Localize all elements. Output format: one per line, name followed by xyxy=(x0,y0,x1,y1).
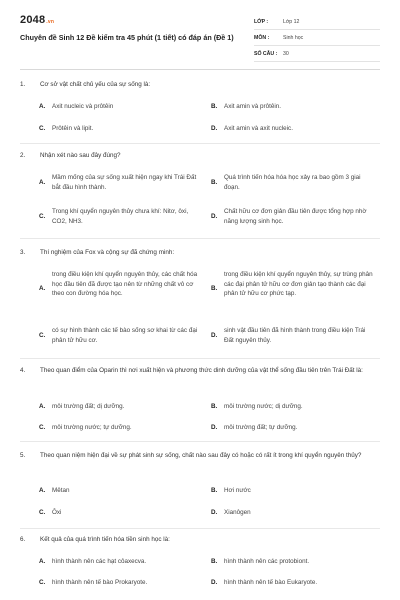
option-letter: B. xyxy=(211,179,218,186)
option-text: Axit nucleic và prôtêin xyxy=(52,103,114,110)
question-divider xyxy=(20,358,380,359)
option-letter: A. xyxy=(39,103,46,110)
option-letter: A. xyxy=(39,558,46,565)
question-divider xyxy=(20,238,380,239)
option-text: hình thành nên các hạt côaxecva. xyxy=(52,558,147,565)
question-divider xyxy=(20,143,380,144)
question-text: Cơ sở vật chất chủ yếu của sự sống là: xyxy=(40,81,151,88)
option-letter: C. xyxy=(39,579,46,586)
option-text: Mêtan xyxy=(52,487,70,494)
header-divider xyxy=(20,69,380,70)
meta-label: SỐ CÂU : xyxy=(254,50,278,57)
option-text: môi trường nước; tự dưỡng. xyxy=(52,424,132,431)
meta-value: Lớp 12 xyxy=(283,18,300,25)
option-text: môi trường đất; tự dưỡng. xyxy=(224,424,298,431)
question-number: 1. xyxy=(20,81,26,88)
option-letter: C. xyxy=(39,424,46,431)
question-number: 3. xyxy=(20,249,26,256)
option-letter: D. xyxy=(211,213,218,220)
option-text: Xianôgen xyxy=(224,509,251,516)
option-text: Axit amin và axit nucleic. xyxy=(224,125,293,132)
question-divider xyxy=(20,441,380,442)
option-letter: A. xyxy=(39,285,46,292)
question-number: 5. xyxy=(20,452,26,459)
option-letter: D. xyxy=(211,424,218,431)
question-number: 2. xyxy=(20,152,26,159)
option-text: có sự hình thành các tế bào sống sơ khai từ các đại phân tử hữu cơ. xyxy=(52,327,198,344)
option-text: Prôtêin và lipit. xyxy=(52,125,94,132)
option-letter: A. xyxy=(39,403,46,410)
meta-row-subject xyxy=(254,30,380,46)
option-text: Axit amin và prôtêin. xyxy=(224,103,282,110)
option-text: Trong khí quyển nguyên thủy chưa khí: Nitơ, ôxi, CO2, NH3. xyxy=(52,208,189,225)
option-letter: B. xyxy=(211,103,218,110)
option-letter: C. xyxy=(39,213,46,220)
exam-meta-table xyxy=(254,14,380,62)
exam-title: Chuyên đề Sinh 12 Đề kiểm tra 45 phút (1 tiết) có đáp án (Đề 1) xyxy=(20,33,234,42)
option-letter: C. xyxy=(39,332,46,339)
option-text: Quá trình tiến hóa hóa học xảy ra bao gồm 3 giai đoạn. xyxy=(224,174,361,191)
option-letter: C. xyxy=(39,509,46,516)
option-text: Hơi nước xyxy=(224,487,251,494)
option-text: môi trường đất; dị dưỡng. xyxy=(52,403,125,410)
question-text: Theo quan điểm của Oparin thì nơi xuất hiện và phương thức dinh dưỡng của vật thể sống đầu tiên trên Trái Đất là: xyxy=(40,367,363,374)
exam-header xyxy=(0,0,400,68)
logo-suffix: .vn xyxy=(46,19,55,25)
option-text: Chất hữu cơ đơn giản đầu tiên được tổng hợp nhờ năng lượng sinh học. xyxy=(224,208,367,225)
option-text: Mầm mống của sự sống xuất hiện ngay khi Trái Đất bắt đầu hình thành. xyxy=(52,174,197,191)
meta-row-count xyxy=(254,46,380,62)
option-letter: C. xyxy=(39,125,46,132)
option-text: sinh vật đầu tiên đã hình thành trong điều kiện Trái Đất nguyên thủy. xyxy=(224,327,366,344)
option-letter: D. xyxy=(211,509,218,516)
option-letter: B. xyxy=(211,285,218,292)
meta-label: LỚP : xyxy=(254,18,269,25)
option-letter: D. xyxy=(211,125,218,132)
logo-text: 2048 xyxy=(20,14,46,26)
option-text: môi trường nước; dị dưỡng. xyxy=(224,403,303,410)
option-text: trong điều kiện khí quyển nguyên thủy, sự trùng phân các đại phân tử hữu cơ đơn giản tạo thành các đại phân tử hữu cơ phức tạp. xyxy=(224,271,373,298)
option-text: Ôxi xyxy=(52,509,62,516)
meta-value: 30 xyxy=(283,50,289,57)
meta-value: Sinh học xyxy=(283,34,304,41)
meta-label: MÔN : xyxy=(254,34,270,41)
site-logo[interactable] xyxy=(20,14,54,26)
question-text: Thí nghiệm của Fox và cộng sự đã chứng minh: xyxy=(40,249,175,256)
meta-row-class xyxy=(254,14,380,30)
option-letter: D. xyxy=(211,579,218,586)
option-letter: D. xyxy=(211,332,218,339)
question-number: 6. xyxy=(20,536,26,543)
option-letter: B. xyxy=(211,403,218,410)
option-text: hình thành nên tế bào Eukaryote. xyxy=(224,579,318,586)
option-text: hình thành nên tế bào Prokaryote. xyxy=(52,579,148,586)
option-letter: B. xyxy=(211,487,218,494)
question-text: Kết quả của quá trình tiến hóa tiền sinh học là: xyxy=(40,536,170,543)
option-text: trong điều kiện khí quyển nguyên thủy, các chất hóa học đầu tiên đã được tạo nên từ những chất vô cơ theo con đường hóa học. xyxy=(52,271,198,298)
question-text: Nhận xét nào sau đây đúng? xyxy=(40,152,121,159)
option-letter: B. xyxy=(211,558,218,565)
option-letter: A. xyxy=(39,487,46,494)
question-divider xyxy=(20,528,380,529)
option-text: hình thành nên các protobiont. xyxy=(224,558,310,565)
question-number: 4. xyxy=(20,367,26,374)
option-letter: A. xyxy=(39,179,46,186)
question-text: Theo quan niệm hiện đại về sự phát sinh sự sống, chất nào sau đây có hoặc có rất ít trong khí quyển nguyên thủy? xyxy=(40,452,362,459)
